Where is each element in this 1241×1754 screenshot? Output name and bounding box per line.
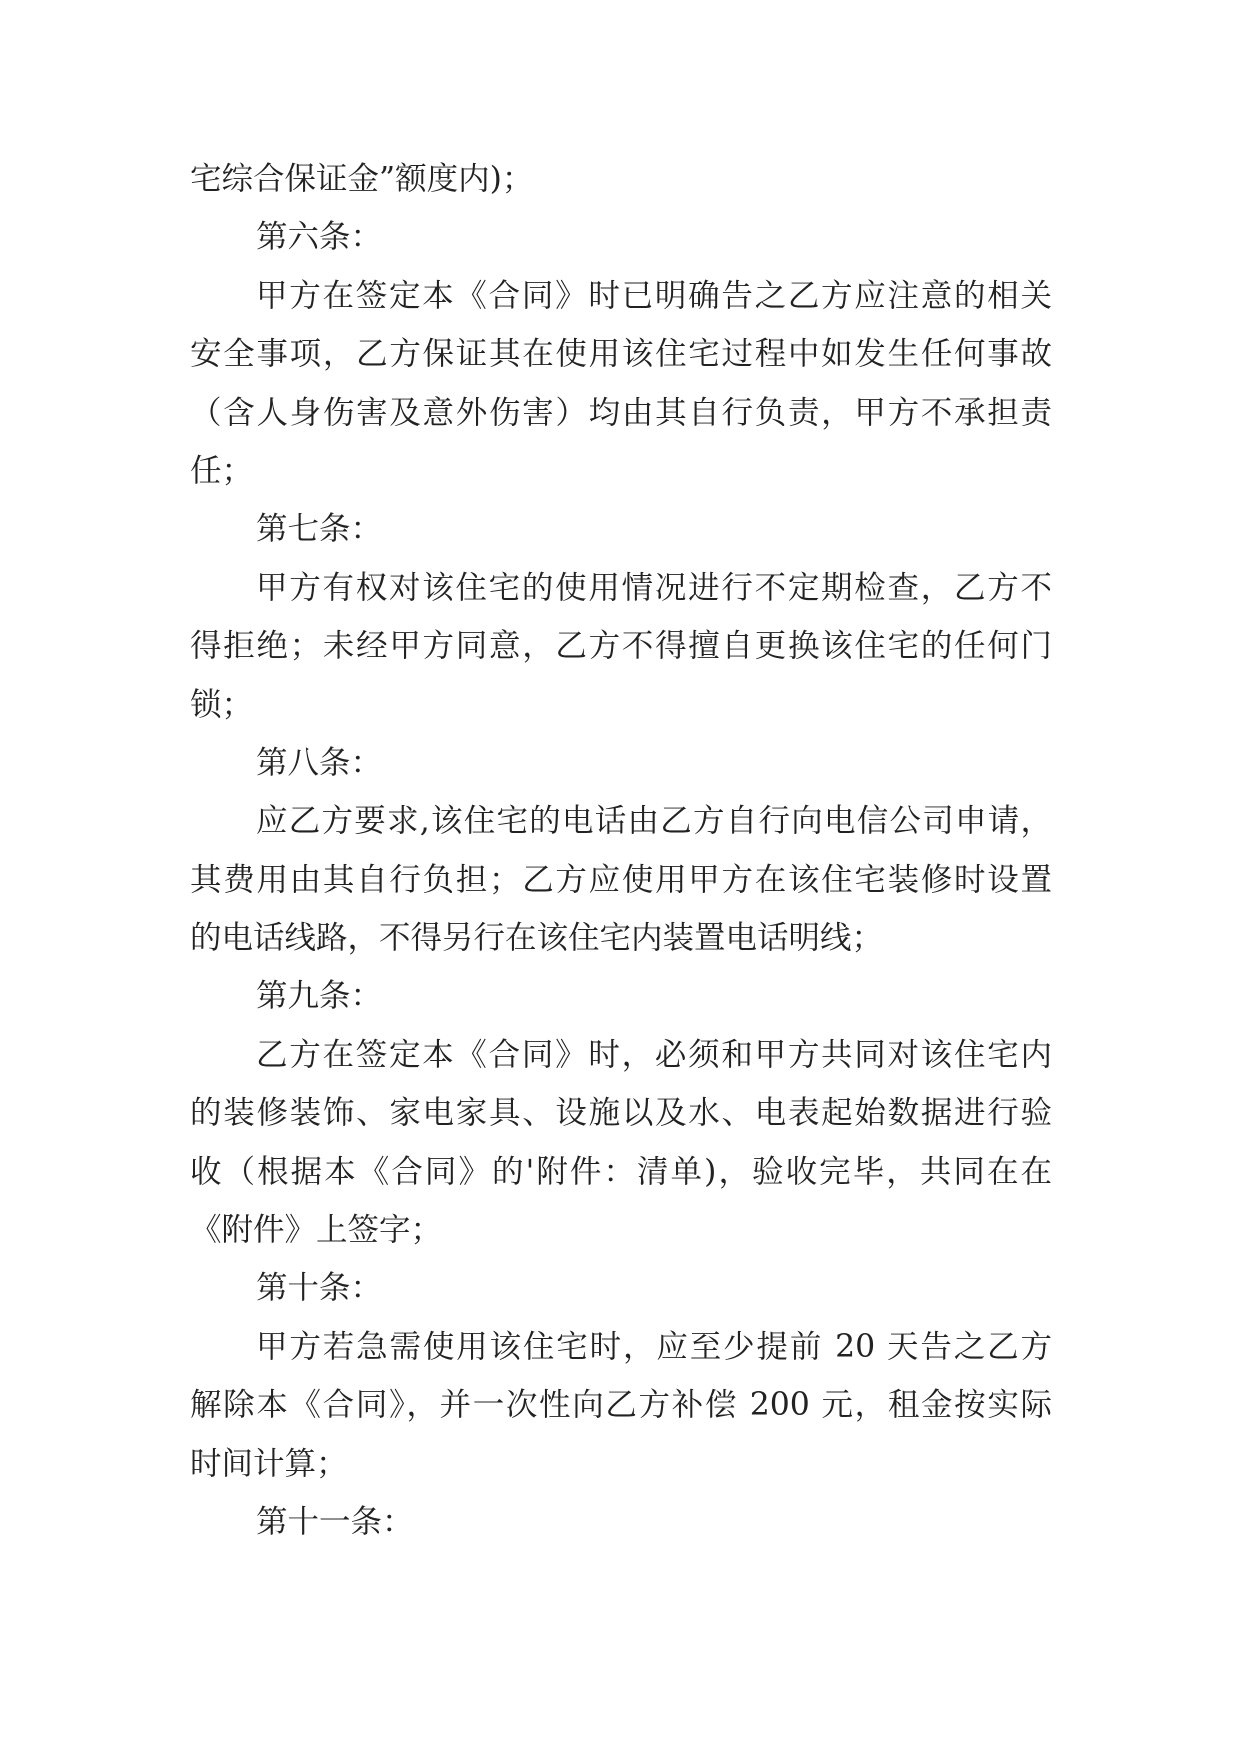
article-heading: 第八条： bbox=[256, 744, 383, 781]
article-heading: 第十一条： bbox=[256, 1503, 414, 1540]
article-heading: 第九条： bbox=[256, 978, 383, 1015]
article-heading: 第七条： bbox=[256, 511, 383, 548]
document-page bbox=[190, 158, 1052, 1559]
text-line: 乙方在签定本《合同》时，必须和甲方共同对该住宅内 bbox=[256, 1036, 1052, 1073]
text-line: 的装修装饰、家电家具、设施以及水、电表起始数据进行验 bbox=[190, 1095, 1052, 1132]
text-line: 锁； bbox=[190, 686, 254, 723]
text-line: 应乙方要求,该住宅的电话由乙方自行向电信公司申请， bbox=[256, 803, 1052, 840]
article-heading: 第六条： bbox=[256, 219, 383, 256]
text-line: 时间计算； bbox=[190, 1445, 348, 1482]
text-line: 甲方若急需使用该住宅时，应至少提前 20 天告之乙方 bbox=[256, 1328, 1052, 1365]
text-line: 宅综合保证金”额度内)； bbox=[190, 161, 534, 197]
text-line: 甲方有权对该住宅的使用情况进行不定期检查，乙方不 bbox=[256, 569, 1052, 606]
text-line: 甲方在签定本《合同》时已明确告之乙方应注意的相关 bbox=[256, 277, 1052, 314]
text-line: 收（根据本《合同》的'附件：清单)，验收完毕，共同在在 bbox=[190, 1153, 1052, 1190]
text-line: 解除本《合同》，并一次性向乙方补偿 200 元，租金按实际 bbox=[190, 1387, 1052, 1424]
text-line: （含人身伤害及意外伤害）均由其自行负责，甲方不承担责 bbox=[190, 394, 1052, 431]
text-line: 其费用由其自行负担；乙方应使用甲方在该住宅装修时设置 bbox=[190, 861, 1052, 898]
text-line: 任； bbox=[190, 452, 254, 489]
text-line: 安全事项，乙方保证其在使用该住宅过程中如发生任何事故 bbox=[190, 336, 1052, 373]
text-line: 的电话线路，不得另行在该住宅内装置电话明线； bbox=[190, 920, 884, 957]
text-line: 《附件》上签字； bbox=[190, 1212, 443, 1249]
article-heading: 第十条： bbox=[256, 1270, 383, 1307]
text-line: 得拒绝；未经甲方同意，乙方不得擅自更换该住宅的任何门 bbox=[190, 628, 1052, 665]
